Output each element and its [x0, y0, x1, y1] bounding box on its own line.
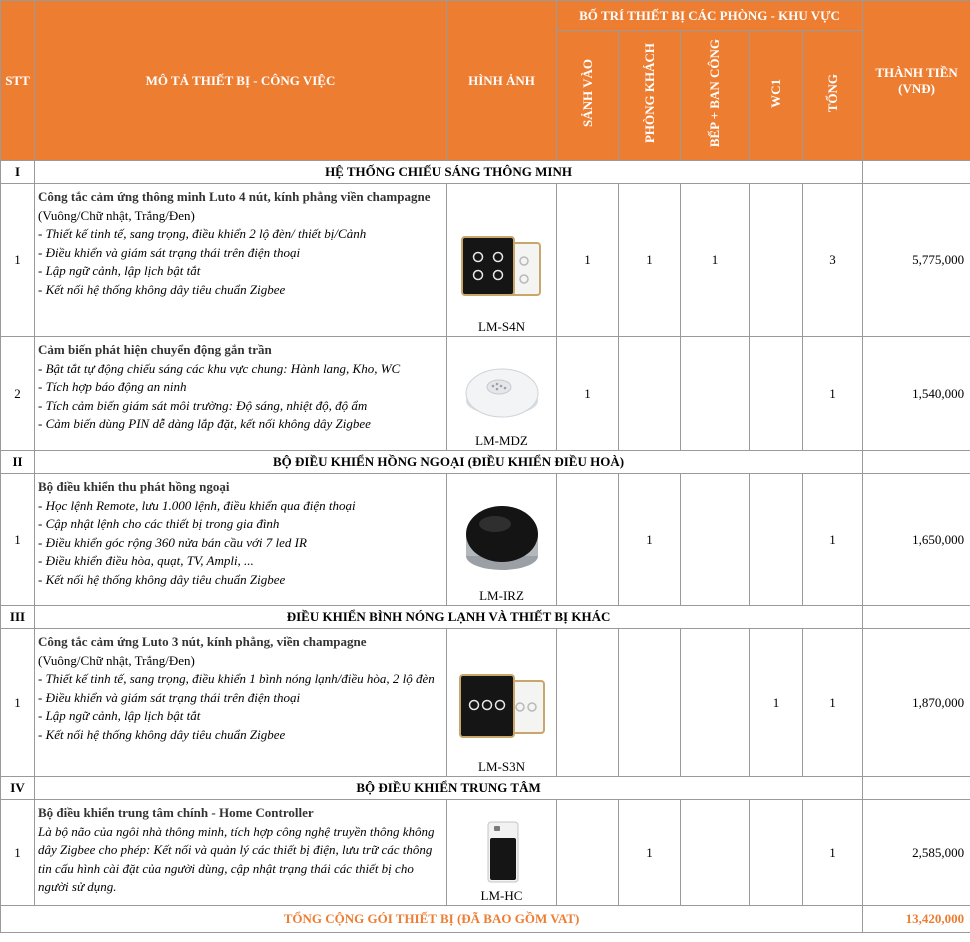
- item-description: [35, 629, 447, 777]
- item-bullet: - Thiết kế tinh tế, sang trọng, điều khiển 2 lộ đèn/ thiết bị/Cảnh: [38, 226, 367, 241]
- header-amount-line1: THÀNH TIỀN: [875, 64, 958, 80]
- motion-sensor-image: [457, 355, 547, 433]
- section-roman: I: [1, 161, 35, 184]
- header-room-0: SẢNH VÀO: [557, 31, 619, 161]
- room-qty: [681, 337, 750, 451]
- item-sub: (Vuông/Chữ nhật, Trắng/Đen): [38, 652, 195, 668]
- table-row: [1, 184, 970, 337]
- item-image-cell: [447, 800, 557, 906]
- item-amount: 2,585,000: [863, 800, 970, 906]
- item-bullet: - Điều khiển và giám sát trạng thái trên điện thoại: [38, 244, 301, 260]
- item-bullet: - Kết nối hệ thống không dây tiêu chuẩn Zigbee: [38, 281, 286, 297]
- item-bullet: - Cập nhật lệnh cho các thiết bị trong gia đình: [38, 516, 280, 531]
- section-title: BỘ ĐIỀU KHIỂN HỒNG NGOẠI (ĐIỀU KHIỂN ĐIỀU HOÀ): [35, 451, 863, 474]
- section-title: HỆ THỐNG CHIẾU SÁNG THÔNG MINH: [35, 161, 863, 184]
- header-room-2: BẾP + BAN CÔNG: [681, 31, 750, 161]
- total-amount: 13,420,000: [863, 906, 970, 933]
- item-amount: 1,650,000: [863, 474, 970, 606]
- header-amount: [863, 1, 970, 161]
- item-image-cell: [447, 184, 557, 337]
- item-description: [35, 474, 447, 606]
- item-amount: 1,540,000: [863, 337, 970, 451]
- section-title: ĐIỀU KHIỂN BÌNH NÓNG LẠNH VÀ THIẾT BỊ KHÁC: [35, 606, 863, 629]
- item-image-cell: [447, 474, 557, 606]
- room-qty: 1: [619, 184, 681, 337]
- item-description: [35, 184, 447, 337]
- room-qty: 1: [557, 184, 619, 337]
- item-bullet: Là bộ não của ngôi nhà thông minh, tích hợp công nghệ truyền thông không dây Zigbee cho phép: Kết nối và quản lý các thiết bị điện, lưu trữ các thông tin cấu hình cài đặt của người dùng, cập nhật trạng thái các thiết bị cho người sử dụng.: [38, 823, 435, 894]
- item-bullet: - Tích cảm biến giám sát môi trường: Độ sáng, nhiệt độ, độ ẩm: [38, 397, 368, 413]
- header-room-1: PHÒNG KHÁCH: [619, 31, 681, 161]
- room-qty: [750, 474, 803, 606]
- table-row: [1, 800, 970, 906]
- touch-switch-4-image: [454, 229, 550, 319]
- room-qty: [557, 474, 619, 606]
- item-description: [35, 337, 447, 451]
- table-row: [1, 629, 970, 777]
- section-row: [1, 451, 970, 474]
- room-qty: [557, 800, 619, 906]
- item-bullet: - Điều khiển điều hòa, quạt, TV, Ampli, ...: [38, 553, 254, 568]
- item-sub: (Vuông/Chữ nhật, Trắng/Đen): [38, 207, 195, 223]
- item-bullet: - Điều khiển góc rộng 360 nửa bán cầu với 7 led IR: [38, 534, 307, 550]
- item-title: Bộ điều khiển trung tâm chính - Home Controller: [38, 805, 314, 820]
- table-row: [1, 337, 970, 451]
- item-bullet: - Điều khiển và giám sát trạng thái trên điện thoại: [38, 689, 301, 705]
- table-row: [1, 474, 970, 606]
- item-image-cell: [447, 629, 557, 777]
- room-qty: [557, 629, 619, 777]
- ir-controller-image: [457, 496, 547, 588]
- header-amount-line2: (VNĐ): [898, 80, 935, 96]
- item-no: 2: [1, 337, 35, 451]
- item-amount: 5,775,000: [863, 184, 970, 337]
- item-description: [35, 800, 447, 906]
- item-bullet: - Lập ngữ cảnh, lập lịch bật tắt: [38, 708, 201, 723]
- total-row: [1, 906, 970, 933]
- touch-switch-3-image: [454, 663, 550, 759]
- section-row: [1, 777, 970, 800]
- room-total: 1: [803, 337, 863, 451]
- section-roman: IV: [1, 777, 35, 800]
- section-row: [1, 606, 970, 629]
- item-bullet: - Bật tắt tự động chiếu sáng các khu vực chung: Hành lang, Kho, WC: [38, 360, 401, 376]
- room-qty: [681, 474, 750, 606]
- item-bullet: - Thiết kế tinh tế, sang trọng, điều khiển 1 bình nóng lạnh/điều hòa, 2 lộ đèn: [38, 671, 435, 686]
- header-stt: STT: [1, 1, 35, 161]
- header-image: HÌNH ẢNH: [447, 1, 557, 161]
- room-qty: 1: [619, 474, 681, 606]
- item-no: 1: [1, 629, 35, 777]
- section-roman: III: [1, 606, 35, 629]
- item-amount: 1,870,000: [863, 629, 970, 777]
- item-code: LM-MDZ: [475, 433, 528, 448]
- header-room-4: TỔNG: [803, 31, 863, 161]
- item-bullet: - Học lệnh Remote, lưu 1.000 lệnh, điều khiển qua điện thoại: [38, 497, 356, 513]
- room-total: 1: [803, 474, 863, 606]
- home-controller-image: [472, 818, 532, 888]
- item-bullet: - Kết nối hệ thống không dây tiêu chuẩn Zigbee: [38, 571, 286, 587]
- room-qty: 1: [681, 184, 750, 337]
- header-layout-group: BỐ TRÍ THIẾT BỊ CÁC PHÒNG - KHU VỰC: [557, 1, 863, 31]
- item-title: Cảm biến phát hiện chuyển động gắn trần: [38, 342, 272, 357]
- room-qty: [750, 800, 803, 906]
- item-no: 1: [1, 800, 35, 906]
- room-qty: [750, 337, 803, 451]
- room-qty: [750, 184, 803, 337]
- header-room-3: WC1: [750, 31, 803, 161]
- item-bullet: - Cảm biến dùng PIN dễ dàng lắp đặt, kết nối không dây Zigbee: [38, 416, 371, 431]
- item-code: LM-S3N: [478, 759, 525, 774]
- room-qty: 1: [750, 629, 803, 777]
- item-bullet: - Kết nối hệ thống không dây tiêu chuẩn Zigbee: [38, 726, 286, 742]
- item-code: LM-IRZ: [479, 588, 524, 603]
- item-no: 1: [1, 474, 35, 606]
- section-roman: II: [1, 451, 35, 474]
- room-qty: [619, 629, 681, 777]
- header-description: MÔ TẢ THIẾT BỊ - CÔNG VIỆC: [35, 1, 447, 161]
- item-title: Công tắc cảm ứng Luto 3 nút, kính phẳng, viền champagne: [38, 634, 367, 649]
- section-row: [1, 161, 970, 184]
- item-bullet: - Tích hợp báo động an ninh: [38, 379, 187, 394]
- item-title: Công tắc cảm ứng thông minh Luto 4 nút, kính phẳng viền champagne: [38, 189, 431, 204]
- room-qty: 1: [557, 337, 619, 451]
- item-code: LM-HC: [480, 888, 523, 903]
- item-bullet: - Lập ngữ cảnh, lập lịch bật tắt: [38, 263, 201, 278]
- item-image-cell: [447, 337, 557, 451]
- room-qty: [619, 337, 681, 451]
- total-label: TỔNG CỘNG GÓI THIẾT BỊ (ĐÃ BAO GỒM VAT): [1, 906, 863, 933]
- room-qty: 1: [619, 800, 681, 906]
- room-total: 1: [803, 629, 863, 777]
- room-total: 1: [803, 800, 863, 906]
- item-title: Bộ điều khiển thu phát hồng ngoại: [38, 479, 230, 494]
- room-total: 3: [803, 184, 863, 337]
- room-qty: [681, 800, 750, 906]
- room-qty: [681, 629, 750, 777]
- item-no: 1: [1, 184, 35, 337]
- item-code: LM-S4N: [478, 319, 525, 334]
- section-title: BỘ ĐIỀU KHIỂN TRUNG TÂM: [35, 777, 863, 800]
